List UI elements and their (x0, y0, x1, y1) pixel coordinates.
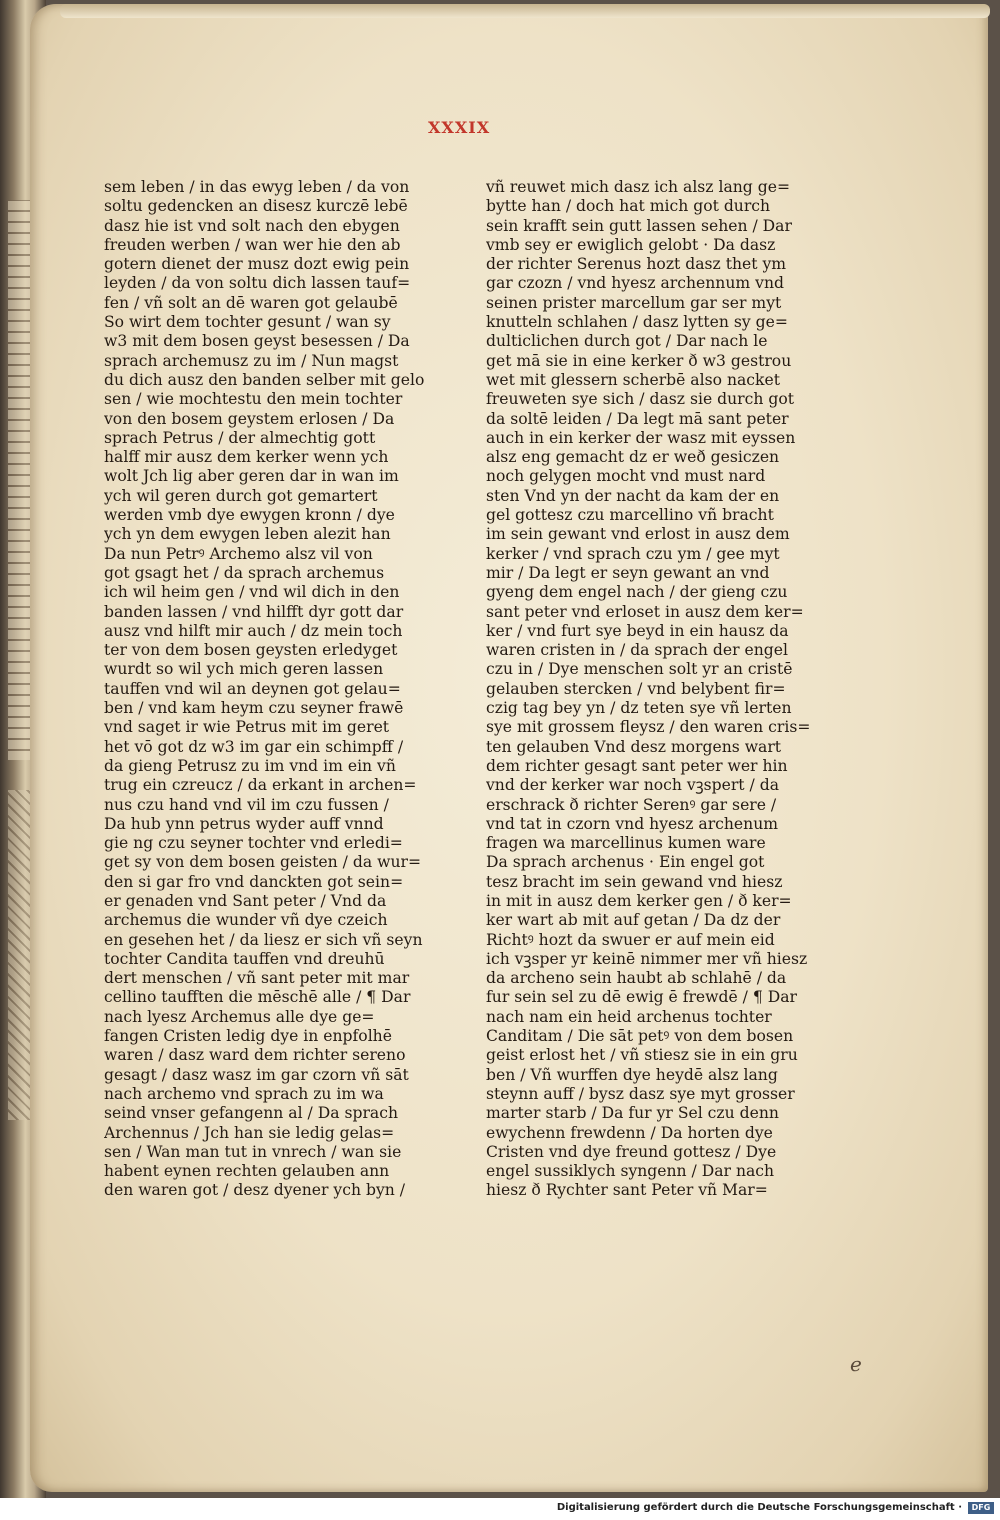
text-line: seind vnser gefangenn al / Da sprach (104, 1104, 398, 1123)
text-line: gotern dienet der musz dozt ewig pein (104, 255, 410, 274)
text-line: knutteln schlahen / dasz lytten sy ge= (486, 313, 788, 332)
text-line: du dich ausz den banden selber mit gelo (104, 370, 425, 389)
text-line: wolt Jch lig aber geren dar in wan im (104, 467, 399, 486)
text-line: archemus die wunder vñ dye czeich (104, 911, 388, 930)
text-line: tesz bracht im sein gewand vnd hiesz (486, 872, 783, 891)
text-line: freuweten sye sich / dasz sie durch got (486, 390, 794, 409)
text-line: Cristen vnd dye freund gottesz / Dye (486, 1142, 777, 1161)
text-line: ben / Vñ wurffen dye heydē alsz lang (486, 1065, 778, 1084)
text-line: mir / Da legt er seyn gewant an vnd (486, 563, 770, 582)
text-line: vnd tat in czorn vnd hyesz archenum (486, 814, 779, 833)
text-line: trug ein czreucz / da erkant in archen= (104, 776, 417, 795)
dfg-logo: DFG (968, 1502, 994, 1514)
text-line: So wirt dem tochter gesunt / wan sy (104, 313, 391, 332)
text-line: sant peter vnd erloset in ausz dem ker= (486, 602, 804, 621)
text-line: banden lassen / vnd hilfft dyr gott dar (104, 602, 404, 621)
text-line: ten gelauben Vnd desz morgens wart (486, 737, 782, 756)
text-line: marter starb / Da fur yr Sel czu denn (486, 1104, 779, 1123)
text-line: ausz vnd hilft mir auch / dz mein toch (104, 621, 403, 640)
text-line: sprach Petrus / der almechtig gott (104, 428, 376, 447)
text-line: ewychenn frewdenn / Da horten dye (486, 1123, 773, 1142)
text-line: ych yn dem ewygen leben alezit han (104, 525, 391, 544)
text-line: der richter Serenus hozt dasz thet ym (486, 255, 787, 274)
text-line: habent eynen rechten gelauben ann (104, 1162, 390, 1181)
text-line: den waren got / desz dyener ych byn / (104, 1181, 406, 1200)
text-line: Da hub ynn petrus wyder auff vnnd (104, 814, 384, 833)
text-column-left (104, 178, 434, 1201)
text-line: vñ reuwet mich dasz ich alsz lang ge= (486, 178, 791, 196)
text-line: ker wart ab mit auf getan / Da dz der (486, 911, 781, 930)
text-line: fur sein sel zu dē ewig ē frewdē / ¶ Dar (486, 988, 797, 1007)
text-line: er genaden vnd Sant peter / Vnd da (104, 891, 387, 910)
text-line: in mit in ausz dem kerker gen / ð ker= (486, 891, 792, 910)
text-line: hiesz ð Rychter sant Peter vñ Mar= (486, 1181, 768, 1200)
text-line: get mā sie in eine kerker ð w3 gestrou (486, 351, 792, 370)
text-line: im sein gewant vnd erlost in ausz dem (486, 525, 790, 544)
text-line: sen / Wan man tut in vnrech / wan sie (104, 1142, 402, 1161)
marginal-note: e (850, 1352, 862, 1376)
text-line: Canditam / Die sāt petꝰ von dem bosen (486, 1027, 794, 1046)
text-line: ker / vnd furt sye beyd in ein hausz da (486, 621, 789, 640)
text-line: engel sussiklych syngenn / Dar nach (486, 1162, 775, 1181)
text-line: Richtꝰ hozt da swuer er auf mein eid (486, 930, 775, 949)
text-line: nach lyesz Archemus alle dye ge= (104, 1007, 375, 1026)
text-line: kerker / vnd sprach czu ym / gee myt (486, 544, 780, 563)
text-line: da archeno sein haubt ab schlahē / da (486, 969, 787, 988)
text-line: vnd saget ir wie Petrus mit im geret (104, 718, 390, 737)
text-line: nach nam ein heid archenus tochter (486, 1007, 772, 1026)
text-line: vmb sey er ewiglich gelobt · Da dasz (486, 235, 776, 254)
text-line: nus czu hand vnd vil im czu fussen / (104, 795, 389, 814)
text-line: en gesehen het / da liesz er sich vñ seyn (104, 930, 423, 949)
text-line: halff mir ausz dem kerker wenn ych (104, 448, 389, 467)
text-line: ben / vnd kam heym czu seyner frawē (104, 699, 404, 718)
text-line: het vō got dz w3 im gar ein schimpff / (104, 737, 404, 756)
text-line: den si gar fro vnd danckten got sein= (104, 872, 404, 891)
text-line: dulticlichen durch got / Dar nach le (486, 332, 768, 351)
text-line: Da nun Petrꝰ Archemo alsz vil von (104, 544, 373, 563)
text-line: ych wil geren durch got gemartert (104, 486, 378, 505)
text-line: erschrack ð richter Serenꝰ gar sere / (486, 795, 777, 814)
text-line: wurdt so wil ych mich geren lassen (104, 660, 384, 679)
text-line: seinen prister marcellum gar ser myt (486, 293, 782, 312)
text-line: vnd der kerker war noch vꝫspert / da (486, 776, 780, 795)
text-line: da soltē leiden / Da legt mā sant peter (486, 409, 789, 428)
text-line: tochter Candita tauffen vnd dreuhū (104, 949, 385, 968)
text-line: get sy von dem bosen geisten / da wur= (104, 853, 422, 872)
text-line: leyden / da von soltu dich lassen tauf= (104, 274, 411, 293)
foliation-number: XXXIX (428, 118, 491, 137)
text-line: sten Vnd yn der nacht da kam der en (486, 486, 780, 505)
text-column-right (486, 178, 816, 1201)
text-line: tauffen vnd wil an deynen got gelau= (104, 679, 401, 698)
text-line: noch gelygen mocht vnd must nard (486, 467, 766, 486)
text-line: sye mit grossem fleysz / den waren cris= (486, 718, 811, 737)
text-line: gie ng czu seyner tochter vnd erledi= (104, 834, 403, 853)
text-line: da gieng Petrusz zu im vnd im ein vñ (104, 756, 396, 775)
leaf-top-edge (60, 4, 990, 18)
text-line: got gsagt het / da sprach archemus (104, 563, 385, 582)
text-line: bytte han / doch hat mich got durch (486, 197, 771, 216)
footer-bar (0, 1498, 1000, 1520)
text-line: sen / wie mochtestu den mein tochter (104, 390, 403, 409)
text-line: sein krafft sein gutt lassen sehen / Dar (486, 216, 792, 235)
text-line: gyeng dem engel nach / der gieng czu (486, 583, 788, 602)
text-line: dem richter gesagt sant peter wer hin (486, 756, 788, 775)
text-line: Archennus / Jch han sie ledig gelas= (104, 1123, 395, 1142)
text-line: fangen Cristen ledig dye in enpfolhē (104, 1027, 392, 1046)
text-line: sprach archemusz zu im / Nun magst (104, 351, 399, 370)
text-line: fragen wa marcellinus kumen ware (486, 834, 766, 853)
text-line: freuden werben / wan wer hie den ab (104, 235, 401, 254)
text-line: steynn auff / bysz dasz sye myt grosser (486, 1084, 795, 1103)
text-line: Da sprach archenus · Ein engel got (486, 853, 765, 872)
text-line: cellino taufften die mēschē alle / ¶ Dar (104, 988, 411, 1007)
text-line: waren / dasz ward dem richter sereno (104, 1046, 406, 1065)
text-line: czig tag bey yn / dz teten sye vñ lerten (486, 699, 792, 718)
text-line: soltu gedencken an disesz kurczē lebē (104, 197, 408, 216)
text-line: gelauben stercken / vnd belybent fir= (486, 679, 786, 698)
text-line: gel gottesz czu marcellino vñ bracht (486, 506, 774, 525)
text-line: ich wil heim gen / vnd wil dich in den (104, 583, 400, 602)
text-line: von den bosem geystem erlosen / Da (104, 409, 395, 428)
text-line: gar czozn / vnd hyesz archennum vnd (486, 274, 784, 293)
footer-credit: Digitalisierung gefördert durch die Deutsche Forschungsgemeinschaft · (556, 1502, 962, 1513)
text-line: waren cristen in / da sprach der engel (486, 641, 788, 660)
text-line: auch in ein kerker der wasz mit eyssen (486, 428, 796, 447)
text-line: fen / vñ solt an dē waren got gelaubē (104, 293, 398, 312)
text-line: gesagt / dasz wasz im gar czorn vñ sāt (104, 1065, 409, 1084)
text-line: wet mit glessern scherbē also nacket (486, 370, 780, 389)
text-line: w3 mit dem bosen geyst besessen / Da (104, 332, 410, 351)
text-line: dasz hie ist vnd solt nach den ebygen (104, 216, 400, 235)
text-line: ter von dem bosen geysten erledyget (104, 641, 398, 660)
text-line: dert menschen / vñ sant peter mit mar (104, 969, 410, 988)
text-line: ich vꝫsper yr keinē nimmer mer vñ hiesz (486, 949, 808, 968)
text-line: sem leben / in das ewyg leben / da von (104, 178, 410, 196)
text-line: geist erlost het / vñ stiesz sie in ein gru (486, 1046, 798, 1065)
text-line: werden vmb dye ewygen kronn / dye (104, 506, 395, 525)
text-line: nach archemo vnd sprach zu im wa (104, 1084, 384, 1103)
text-line: czu in / Dye menschen solt yr an cristē (486, 660, 793, 679)
text-line: alsz eng gemacht dz er weð gesiczen (486, 448, 780, 467)
